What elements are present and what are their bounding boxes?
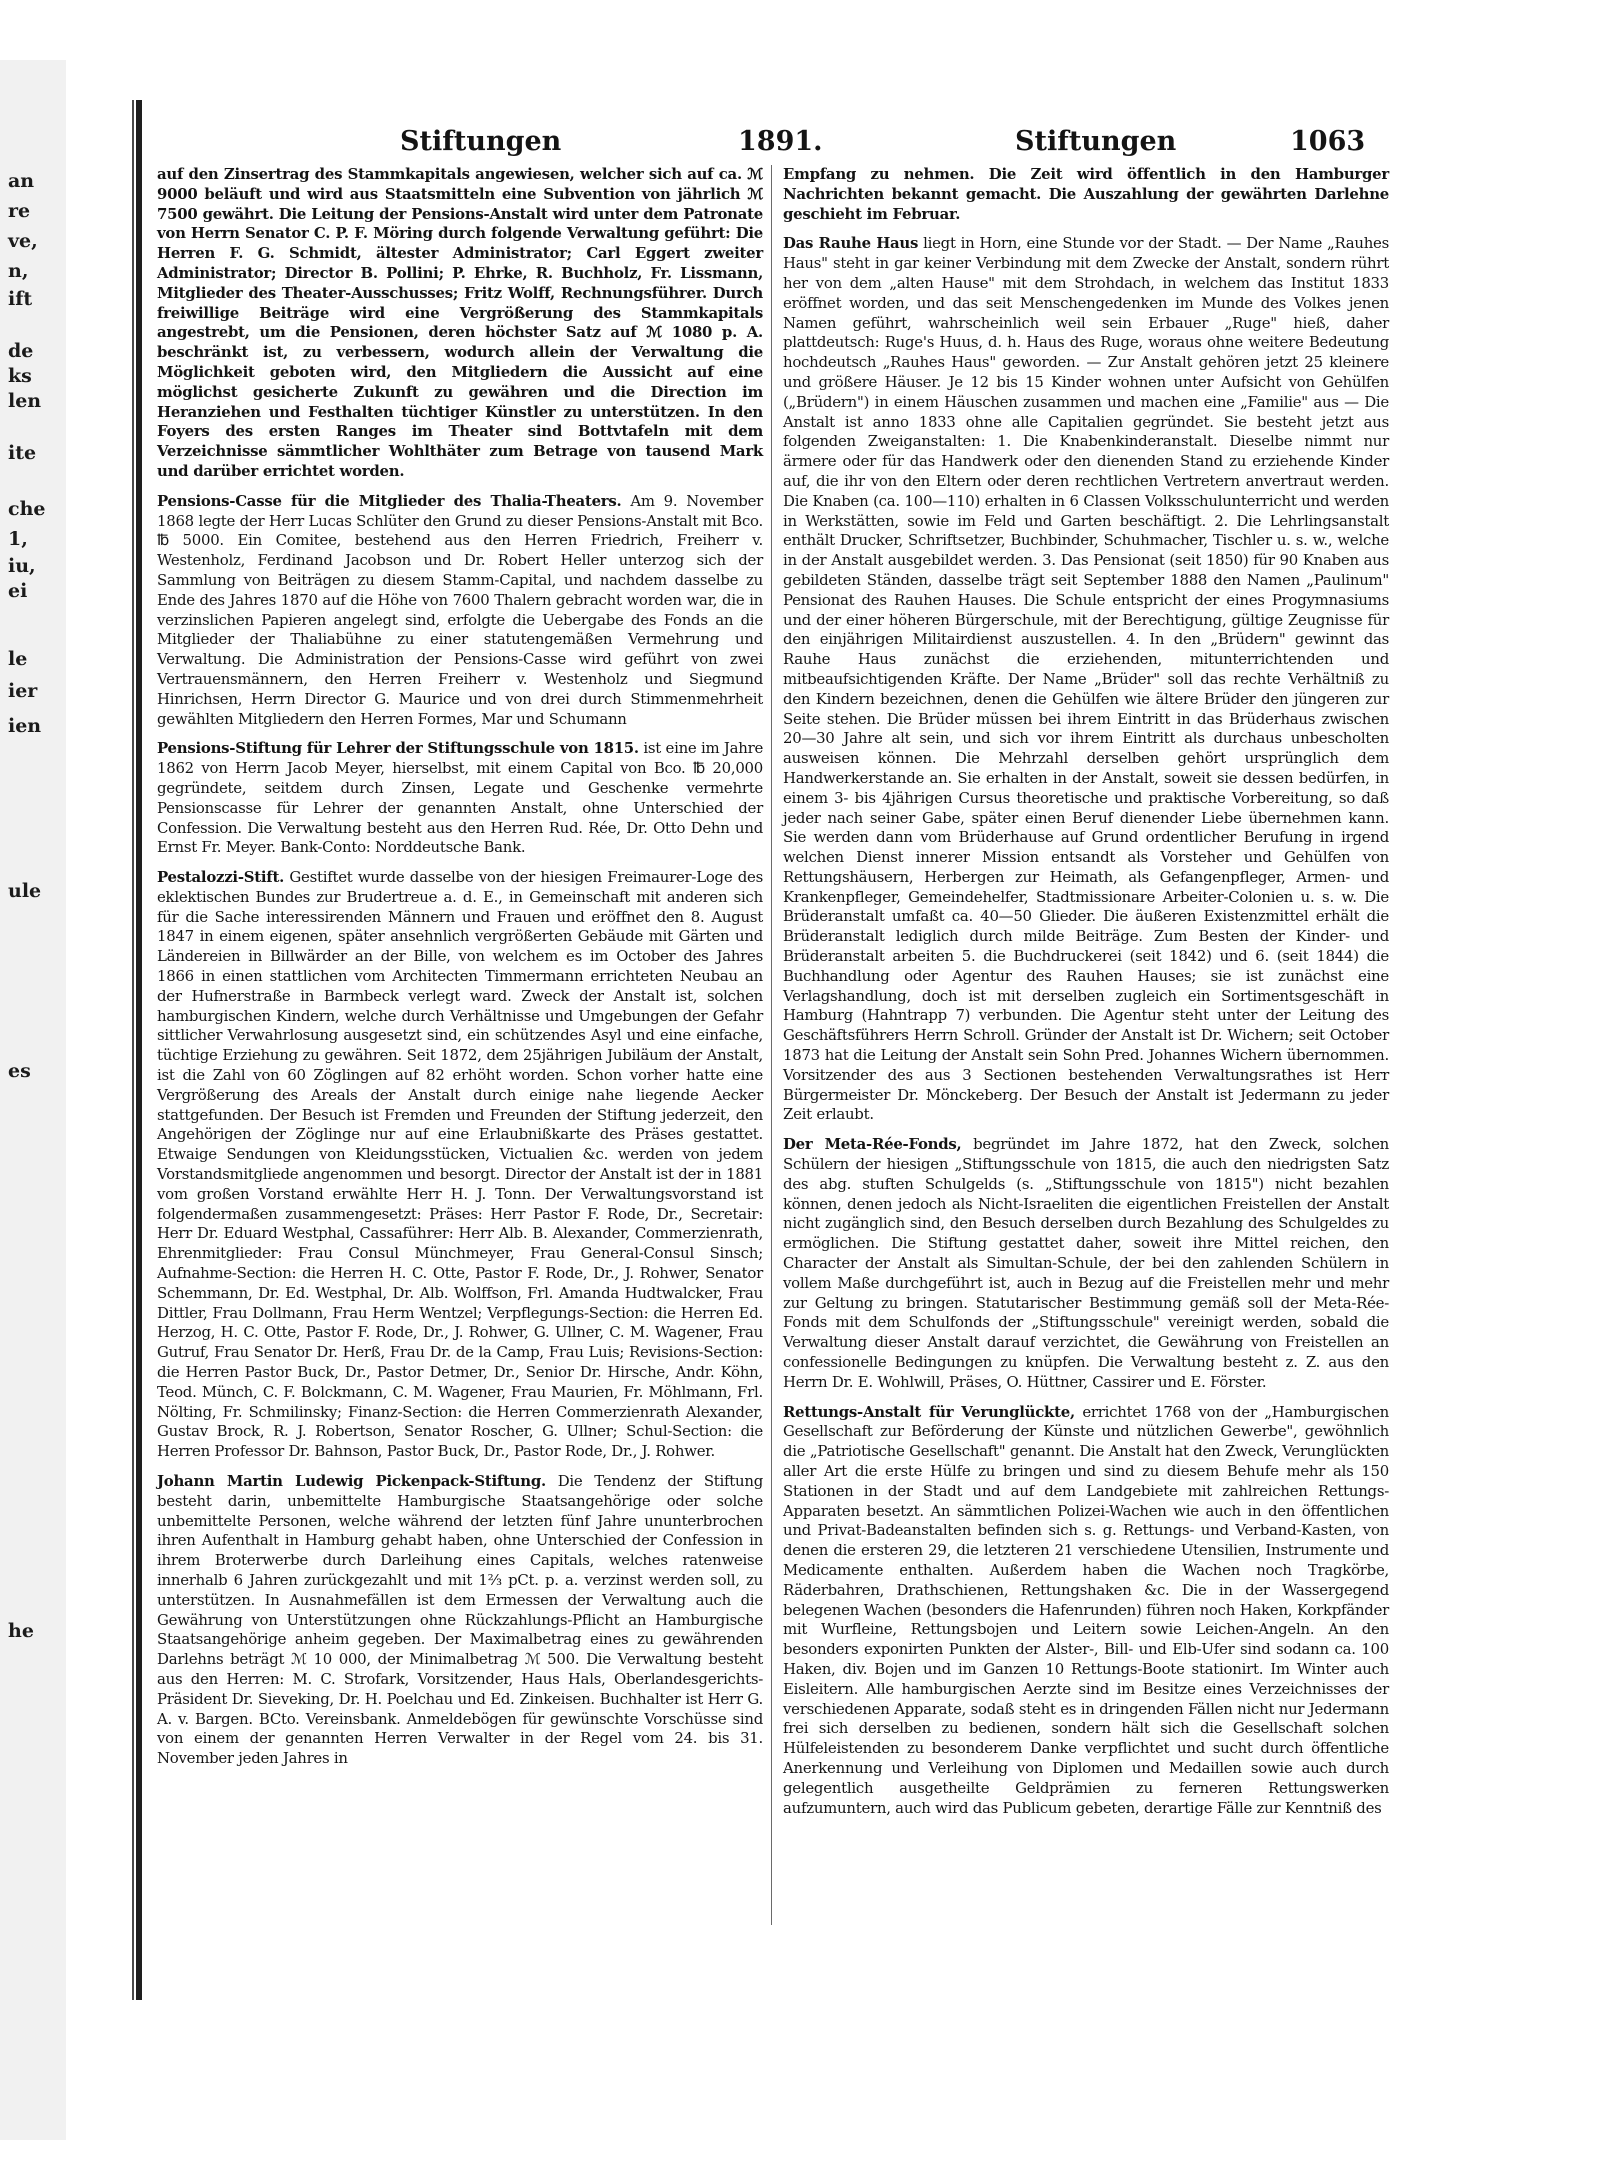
left-column xyxy=(157,165,763,1774)
column-divider xyxy=(771,165,772,1925)
entry-pestalozzi xyxy=(157,868,763,1462)
page-header xyxy=(150,125,1425,163)
gutter-fragment: he xyxy=(8,1620,34,1642)
gutter-fragment: ei xyxy=(8,580,28,602)
page-number: 1063 xyxy=(1290,126,1366,157)
entry-title: Pestalozzi-Stift. xyxy=(157,868,285,887)
entry-title: Rettungs-Anstalt für Verunglückte, xyxy=(783,1402,1075,1421)
entry-title: Johann Martin Ludewig Pickenpack-Stiftung. xyxy=(157,1472,546,1490)
gutter-fragment: 1, xyxy=(8,528,28,550)
entry-body: Gestiftet wurde dasselbe von der hiesigen Freimaurer-Loge des eklektischen Bundes zur Brudertreue a. d. E., in Gemeinschaft mit anderen sich für die Sache interessirenden Männern und Frauen und eröffnet den 8. August 1847 in einem eigenen, später ansehnlich vergrößerten Gebäude mit Gärten und Ländereien in Billwärder an der Bille, von welchem es im October des Jahres 1866 in einen stattlichen vom Architecten Timmermann errichteten Neubau an der Hufnerstraße in Barmbeck verlegt ward. Zweck der Anstalt ist, solchen hamburgischen Kindern, welche durch Verhältnisse und Umgebungen der Gefahr sittlicher Verwahrlosung ausgesetzt sind, ein schützendes Asyl und eine einfache, tüchtige Erziehung zu gewähren. Seit 1872, dem 25jährigen Jubiläum der Anstalt, ist die Zahl von 60 Zöglingen auf 82 erhöht worden. Schon vorher hatte eine Vergrößerung des Areals der Anstalt durch einige nahe liegende Aecker stattgefunden. Der Besuch ist Fremden und Freunden der Stiftung jederzeit, den Angehörigen der Zöglinge nur auf eine Erlaubnißkarte des Präses gestattet. Etwaige Sendungen von Kleidungsstücken, Victualien &c. werden von jedem Vorstandsmitgliede angenommen und besorgt. Director der Anstalt ist der in 1881 vom großen Vorstand erwählte Herr H. J. Tonn. Der Verwaltungsvorstand ist folgendermaßen zusammengesetzt: Präses: Herr Pastor F. Rode, Dr., Secretair: Herr Dr. Eduard Westphal, Cassaführer: Herr Alb. B. Alexander, Commerzienrath, Ehrenmitglieder: Frau Consul Münchmeyer, Frau General-Consul Sinsch; Aufnahme-Section: die Herren H. C. Otte, Pastor F. Rode, Dr., J. Rohwer, Senator Schemmann, Dr. Ed. Westphal, Dr. Alb. Wolffson, Frl. Amanda Hudtwalcker, Frau Dittler, Frau Dollmann, Frau Herm Wentzel; Verpflegungs-Section: die Herren Ed. Herzog, H. C. Otte, Pastor F. Rode, Dr., J. Rohwer, G. Ullner, C. M. Wagener, Frau Gutruf, Frau Senator Dr. Herß, Frau Dr. de la Camp, Frau Luis; Revisions-Section: die Herren Pastor Buck, Dr., Pastor Detmer, Dr., Senior Dr. Hirsche, Andr. Köhn, Teod. Münch, C. F. Bolckmann, C. M. Wagener, Frau Maurien, Fr. Möhlmann, Frl. Nölting, Fr. Schmilinsky; Finanz-Section: die Herren Commerzienrath Alexander, Gustav Brock, R. J. Robertson, Senator Roscher, G. Ullner; Schul-Section: die Herren Professor Dr. Bahnson, Pastor Buck, Dr., Pastor Rode, Dr., J. Rohwer. xyxy=(157,868,763,1461)
entry-body: ist eine im Jahre 1862 von Herrn Jacob Meyer, hierselbst, mit einem Capital von Bco. ℔ 20,000 gegründete, seitdem durch Zinsen, Legate und Geschenke vermehrte Pensionscasse für Lehrer der genannten Anstalt, ohne Unterschied der Confession. Die Verwaltung besteht aus den Herren Rud. Rée, Dr. Otto Dehn und Ernst Fr. Meyer. Bank-Conto: Norddeutsche Bank. xyxy=(157,739,764,857)
gutter-fragment: ule xyxy=(8,880,42,902)
entry-rauhes-haus xyxy=(783,234,1389,1125)
left-running-title: Stiftungen xyxy=(400,126,562,157)
gutter-fragment: ien xyxy=(8,715,42,737)
entry-body: begründet im Jahre 1872, hat den Zweck, solchen Schülern der hiesigen „Stiftungsschule von 1815, die auch den niedrigsten Satz des abg. stuften Schulgelds (s. „Stiftungsschule von 1815") nicht bezahlen können, denen jedoch als Nicht-Israeliten die eigentlichen Freistellen der Anstalt nicht zugänglich sind, den Besuch derselben durch Bezahlung des Schulgeldes zu ermöglichen. Die Stiftung gestattet daher, soweit ihre Mittel reichen, den Character der Anstalt als Simultan-Schule, der bei den zahlenden Schülern in vollem Maße durchgeführt ist, auch in Bezug auf die Freistellen mehr und mehr zur Geltung zu bringen. Statutarischer Bestimmung gemäß soll der Meta-Rée-Fonds mit dem Schulfonds der „Stiftungsschule" vereinigt werden, sobald die Verwaltung dieser Anstalt darauf verzichtet, die Gewährung von Freistellen an confessionelle Bedingungen zu knüpfen. Die Verwaltung besteht z. Z. aus den Herrn Dr. E. Wohlwill, Präses, O. Hüttner, Cassirer und E. Förster. xyxy=(783,1135,1390,1391)
entry-title: Das Rauhe Haus xyxy=(783,234,919,253)
gutter-fragment: ift xyxy=(8,288,33,310)
previous-page-edge xyxy=(0,60,66,2140)
gutter-fragment: le xyxy=(8,648,28,670)
right-running-title: Stiftungen xyxy=(1015,126,1177,157)
entry-title: Pensions-Stiftung für Lehrer der Stiftungsschule von 1815. xyxy=(157,739,639,758)
entry-body: Am 9. November 1868 legte der Herr Lucas Schlüter den Grund zu dieser Pensions-Anstalt mit Bco. ℔ 5000. Ein Comitee, bestehend aus den Herren Friedrich, Freiherr v. Westenholz, Ferdinand Jacobson und Dr. Robert Heller unterzog sich der Sammlung von Beiträgen zu diesem Stamm-Capital, und nachdem dasselbe zu Ende des Jahres 1870 auf die Höhe von 7600 Thalern gebracht worden war, die in verzinslichen Papieren angelegt sind, erfolgte die Uebergabe des Fonds an die Mitglieder der Thaliabühne zu einer statutengemäßen Vermehrung und Verwaltung. Die Administration der Pensions-Casse wird geführt von zwei Vertrauensmännern, den Herren Freiherr v. Westenholz und Siegmund Hinrichsen, Herrn Director G. Maurice und von drei durch Stimmenmehrheit gewählten Mitgliedern den Herren Formes, Mar und Schumann xyxy=(157,491,764,728)
entry-body: errichtet 1768 von der „Hamburgischen Gesellschaft zur Beförderung der Künste und nützlichen Gewerbe", gewöhnlich die „Patriotische Gesellschaft" genannt. Die Anstalt hat den Zweck, Verunglückten aller Art die erste Hülfe zu bringen und sind zu diesem Behufe mehr als 150 Stationen in der Stadt und auf dem Landgebiete mit zahlreichen Rettungs-Apparaten besetzt. An sämmtlichen Polizei-Wachen wie auch in den öffentlichen und Privat-Badeanstalten befinden sich s. g. Rettungs- und Verband-Kasten, von denen die ersteren 29, die letzteren 21 verschiedene Utensilien, Instrumente und Medicamente enthalten. Außerdem haben die Wachen noch Tragkörbe, Räderbahren, Drathschienen, Rettungshaken &c. Die in der Wassergegend belegenen Wachen (besonders die Hafenrunden) führen noch Haken, Korkpfänder mit Wurfleine, Rettungsbojen und Leitern sowie Leichen-Angeln. An den besonders exponirten Punkten der Alster-, Bill- und Elb-Ufer sind sodann ca. 100 Haken, div. Bojen und im Ganzen 10 Rettungs-Boote stationirt. Im Winter auch Eisleitern. Alle hamburgischen Aerzte sind im Besitze eines Verzeichnisses der verschiedenen Apparate, sodaß steht es in dringenden Fällen nicht nur Jedermann frei sich derselben zu bedienen, sondern hält sich die Gesellschaft solchen Hülfeleistenden zu besonderem Danke verpflichtet und sucht durch öffentliche Anerkennung und Verleihung von Diplomen und Medaillen sowie auch durch gelegentlich ausgetheilte Geldprämien zu ferneren Rettungswerken aufzumuntern, auch wird das Publicum gebeten, derartige Fälle zur Kenntniß des xyxy=(783,1402,1389,1817)
gutter-fragment: ks xyxy=(8,365,32,387)
gutter-fragment: re xyxy=(8,200,31,222)
entry-rettungs-anstalt xyxy=(783,1403,1389,1819)
gutter-fragment: n, xyxy=(8,260,29,282)
year: 1891. xyxy=(738,126,823,157)
right-column xyxy=(783,165,1389,1823)
entry-title: Der Meta-Rée-Fonds, xyxy=(783,1135,962,1154)
gutter-fragment: ier xyxy=(8,680,38,702)
entry-meta-ree-fonds xyxy=(783,1135,1389,1392)
entry-pickenpack xyxy=(157,1472,763,1769)
continued-text: auf den Zinsertrag des Stammkapitals angewiesen, welcher sich auf ca. ℳ 9000 beläuft und wird aus Staatsmitteln eine Subvention von jährlich ℳ 7500 gewährt. Die Leitung der Pensions-Anstalt wird unter dem Patronate von Herrn Senator C. P. F. Möring durch folgende Verwaltung geführt: Die Herren F. G. Schmidt, ältester Administrator; Carl Eggert zweiter Administrator; Director B. Pollini; P. Ehrke, R. Buchholz, Fr. Lissmann, Mitglieder des Theater-Ausschusses; Fritz Wolff, Rechnungsführer. Durch freiwillige Beiträge wird eine Vergrößerung des Stammkapitals angestrebt, um die Pensionen, deren höchster Satz auf ℳ 1080 p. A. beschränkt ist, zu verbessern, wodurch allein der Verwaltung die Möglichkeit geboten wird, den Mitgliedern die Aussicht auf eine möglichst gesicherte Zukunft zu gewähren und die Direction im Heranziehen und Festhalten tüchtiger Künstler zu unterstützen. In den Foyers des ersten Ranges im Theater sind Bottvtafeln mit dem Verzeichnisse sämmtlicher Wohlthäter zum Betrage von tausend Mark und darüber errichtet worden. xyxy=(157,165,763,480)
entry-body: liegt in Horn, eine Stunde vor der Stadt. — Der Name „Rauhes Haus" steht in gar keiner Verbindung mit dem Zwecke der Anstalt, sondern rührt her von dem „alten Hause" mit dem Strohdach, in welchem das Institut 1833 eröffnet worden, und das seit Menschengedenken im Munde des Volkes jenen Namen geführt, wahrscheinlich weil sein Erbauer „Ruge" hieß, daher plattdeutsch: Ruge's Huus, d. h. Haus des Ruge, woraus ohne weitere Bedeutung hochdeutsch „Rauhes Haus" geworden. — Zur Anstalt gehören jetzt 25 kleinere und größere Häuser. Je 12 bis 15 Kinder wohnen unter Aufsicht von Gehülfen („Brüdern") in einem Häuschen zusammen und machen eine „Familie" aus — Die Anstalt ist anno 1833 ohne alle Capitalien gegründet. Sie besteht jetzt aus folgenden Zweiganstalten: 1. Die Knabenkinderanstalt. Dieselbe nimmt nur ärmere oder für das Handwerk oder den dienenden Stand zu erziehende Kinder auf, die ihr von den Eltern oder deren rechtlichen Vertretern anvertraut werden. Die Knaben (ca. 100—110) erhalten in 6 Classen Volksschulunterricht und werden in Werkstätten, sowie im Feld und Garten beschäftigt. 2. Die Lehrlingsanstalt enthält Drucker, Schriftsetzer, Buchbinder, Schuhmacher, Tischler u. s. w., welche in der Anstalt ausgebildet werden. 3. Das Pensionat (seit 1850) für 90 Knaben aus gebildeten Ständen, dasselbe trägt seit September 1888 den Namen „Paulinum" Pensionat des Rauhen Hauses. Die Schule entspricht der eines Progymnasiums und der einer höheren Bürgerschule, mit der Berechtigung, gültige Zeugnisse für den einjährigen Militairdienst auszustellen. 4. In den „Brüdern" gewinnt das Rauhe Haus zunächst die erziehenden, mitunterrichtenden und mitbeaufsichtigenden Kräfte. Der Name „Brüder" soll das rechte Verhältniß zu den Kindern bezeichnen, denen die Gehülfen wie ältere Brüder den jüngeren zur Seite stehen. Die Brüder müssen bei ihrem Eintritt in das Brüderhaus zwischen 20—30 Jahre alt sein, und sich vor ihrem Eintritt als durchaus unbescholten ausweisen können. Die Mehrzahl derselben gehört ursprünglich dem Handwerkerstande an. Sie erhalten in der Anstalt, soweit sie dessen bedürfen, in einem 3- bis 4jährigen Cursus theoretische und praktische Vorbereitung, so daß jeder nach seiner Gabe, später einen Beruf dienender Liebe übernehmen kann. Sie werden dann vom Brüderhause auf Grund ordentlicher Berufung in irgend welchen Dienst innerer Mission entsandt als Vorsteher und Gehülfen von Rettungshäusern, Herbergen zur Heimath, als Gefangenpfleger, Armen- und Krankenpfleger, Gemeindehelfer, Stadtmissionare Arbeiter-Colonien u. s. w. Die Brüderanstalt umfaßt ca. 40—50 Glieder. Die äußeren Existenzmittel erhält die Brüderanstalt lediglich durch milde Beiträge. Zum Besten der Kinder- und Brüderanstalt arbeiten 5. die Buchdruckerei (seit 1842) und 6. (seit 1844) die Buchhandlung oder Agentur des Rauhen Hauses; sie ist zunächst eine Verlagshandlung, doch ist mit derselben zugleich ein Sortimentsgeschäft in Hamburg (Hahntrapp 7) verbunden. Die Agentur steht unter der Leitung des Geschäftsführers Herrn Schroll. Gründer der Anstalt ist Dr. Wichern; seit October 1873 hat die Leitung der Anstalt sein Sohn Pred. Johannes Wichern übernommen. Vorsitzender des aus 3 Sectionen bestehenden Verwaltungsrathes ist Herr Bürgermeister Dr. Mönckeberg. Der Besuch der Anstalt ist Jedermann zu jeder Zeit erlaubt. xyxy=(783,234,1390,1124)
entry-body: Die Tendenz der Stiftung besteht darin, unbemittelte Hamburgische Staatsangehörige oder solche unbemittelte Personen, welche während der letzten fünf Jahre ununterbrochen ihren Aufenthalt in Hamburg gehabt haben, ohne Unterschied der Confession in ihrem Broterwerbe durch Darleihung eines Capitals, welches ratenweise innerhalb 6 Jahren zurückgezahlt und mit 1⅔ pCt. p. a. verzinst werden soll, zu unterstützen. In Ausnahmefällen ist dem Ermessen der Verwaltung auch die Gewährung von Unterstützungen ohne Rückzahlungs-Pflicht an Hamburgische Staatsangehörige anheim gegeben. Der Maximalbetrag eines zu gewährenden Darlehns beträgt ℳ 10 000, der Minimalbetrag ℳ 500. Die Verwaltung besteht aus den Herren: M. C. Strofark, Vorsitzender, Haus Hals, Oberlandesgerichts-Präsident Dr. Sieveking, Dr. H. Poelchau und Ed. Zinkeisen. Buchhalter ist Herr G. A. v. Bargen. BCto. Vereinsbank. Anmeldebögen für gewünschte Vorschüsse sind von einem der genannten Herren Verwalter in der Regel vom 24. bis 31. November jeden Jahres in xyxy=(157,1472,763,1768)
gutter-fragment: len xyxy=(8,390,42,412)
gutter-fragment: es xyxy=(8,1060,31,1082)
continued-text: Empfang zu nehmen. Die Zeit wird öffentlich in den Hamburger Nachrichten bekannt gemacht. Die Auszahlung der gewährten Darlehne geschieht im Februar. xyxy=(783,165,1389,223)
entry-thalia-pension xyxy=(157,492,763,730)
gutter-fragment: ite xyxy=(8,442,37,464)
gutter-fragment: che xyxy=(8,498,46,520)
gutter-fragment: de xyxy=(8,340,34,362)
gutter-fragment: iu, xyxy=(8,555,36,577)
page-spine-shadow xyxy=(132,100,134,2000)
page-spine xyxy=(136,100,142,2000)
gutter-fragment: ve, xyxy=(8,230,38,252)
entry-title: Pensions-Casse für die Mitglieder des Thalia-Theaters. xyxy=(157,491,622,510)
gutter-fragment: an xyxy=(8,170,35,192)
entry-teacher-pension xyxy=(157,739,763,858)
